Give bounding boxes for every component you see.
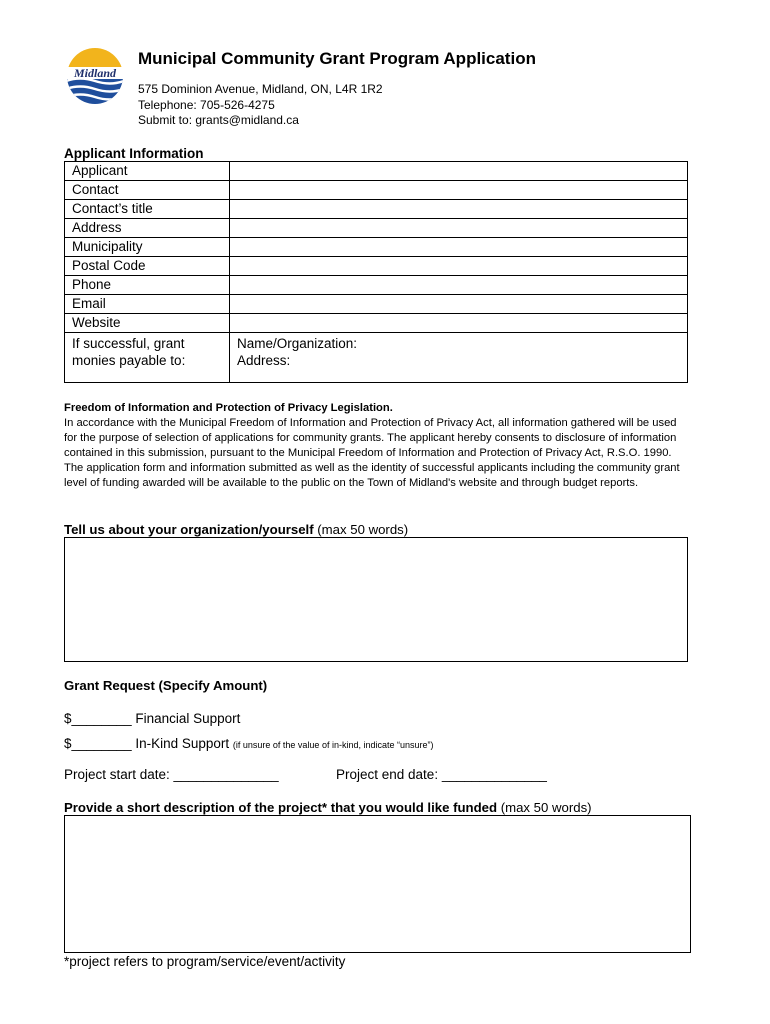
grant-request-heading: Grant Request (Specify Amount) (64, 678, 268, 693)
applicant-row (65, 219, 688, 238)
applicant-info-table (64, 161, 688, 383)
applicant-row-label: Email (65, 295, 230, 314)
applicant-row-field[interactable] (230, 257, 688, 276)
applicant-row (65, 238, 688, 257)
applicant-row (65, 295, 688, 314)
applicant-row (65, 181, 688, 200)
applicant-row-label: Contact (65, 181, 230, 200)
organization-prompt: Tell us about your organization/yourself (max 50 words) (64, 522, 409, 537)
submit-email-line: Submit to: grants@midland.ca (138, 113, 299, 127)
applicant-info-heading: Applicant Information (64, 146, 204, 161)
applicant-row (65, 200, 688, 219)
project-description-prompt: Provide a short description of the project* that you would like funded (max 50 words) (64, 800, 592, 815)
applicant-row-field[interactable] (230, 162, 688, 181)
applicant-row-field[interactable] (230, 295, 688, 314)
applicant-row-label: Address (65, 219, 230, 238)
page-title: Municipal Community Grant Program Application (138, 49, 536, 68)
privacy-body: In accordance with the Municipal Freedom of Information and Protection of Privacy Act, all information gathered will be used for the purpose of selection of applications for community grants. The applicant hereby consents to disclosure of information contained in this submission, pursuant to the Municipal Freedom of Information and Protection of Privacy Act, R.S.O. 1990. The application form and information submitted as well as the identity of successful applicants including the community grant level of funding awarded will be available to the public on the Town of Midland's website and through budget reports. (64, 417, 680, 489)
inkind-support-line[interactable]: $________ In-Kind Support (if unsure of the value of in-kind, indicate “unsure”) (64, 736, 434, 751)
project-footnote: *project refers to program/service/event/activity (64, 954, 346, 969)
applicant-row (65, 276, 688, 295)
privacy-notice (64, 401, 692, 491)
privacy-heading: Freedom of Information and Protection of Privacy Legislation. (64, 402, 393, 414)
project-description-textarea[interactable] (64, 815, 691, 953)
applicant-row-field[interactable] (230, 219, 688, 238)
applicant-row-label: Contact’s title (65, 200, 230, 219)
inkind-note: (if unsure of the value of in-kind, indicate “unsure”) (232, 740, 434, 750)
address-line: 575 Dominion Avenue, Midland, ON, L4R 1R2 (138, 82, 383, 96)
applicant-row-field[interactable] (230, 314, 688, 333)
applicant-row-label: Website (65, 314, 230, 333)
applicant-row-label: Municipality (65, 238, 230, 257)
organization-textarea[interactable] (64, 537, 688, 662)
contact-address (138, 82, 383, 129)
project-end-date[interactable]: Project end date: ______________ (336, 767, 547, 782)
applicant-row (65, 162, 688, 181)
telephone-line: Telephone: 705-526-4275 (138, 97, 275, 112)
applicant-row (65, 257, 688, 276)
applicant-row-field[interactable] (230, 200, 688, 219)
applicant-row-label: Phone (65, 276, 230, 295)
applicant-row-field[interactable] (230, 276, 688, 295)
applicant-row-field[interactable] (230, 238, 688, 257)
payable-label: If successful, grant monies payable to: (65, 333, 230, 383)
midland-logo (66, 46, 124, 106)
financial-support-line[interactable]: $________ Financial Support (64, 711, 241, 726)
logo-wordmark: Midland (73, 66, 117, 80)
applicant-row-field[interactable] (230, 181, 688, 200)
payable-field[interactable]: Name/Organization: Address: (230, 333, 688, 383)
payable-row (65, 333, 688, 383)
applicant-row-label: Postal Code (65, 257, 230, 276)
applicant-row (65, 314, 688, 333)
applicant-row-label: Applicant (65, 162, 230, 181)
project-start-date[interactable]: Project start date: ______________ (64, 767, 279, 782)
